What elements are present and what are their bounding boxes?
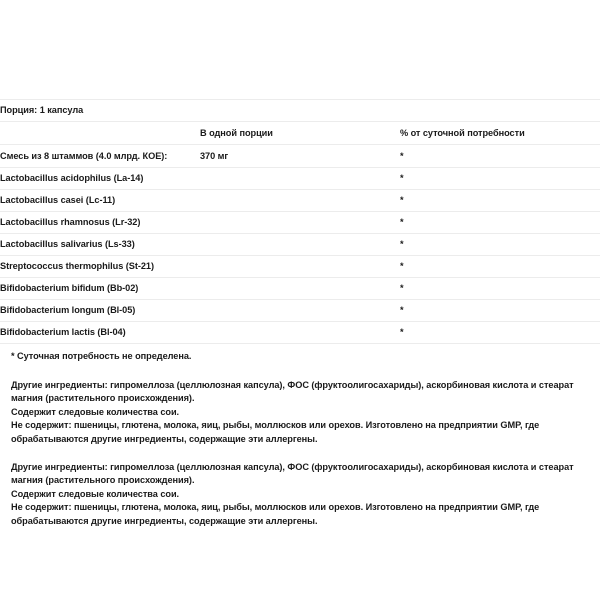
table-row [0, 145, 600, 168]
supplement-facts-body [0, 100, 600, 345]
ingredient-daily-value: * [399, 195, 404, 205]
ingredient-name: Lactobacillus salivarius (Ls-33) [0, 239, 135, 249]
column-header-amount-per-serving: В одной порции [199, 128, 273, 138]
ingredient-daily-value: * [399, 217, 404, 227]
allergen-free-line: Не содержит: пшеницы, глютена, молока, яиц, рыбы, моллюсков или орехов. Изготовлено на предприятии GMP, где обрабатываются другие ингредиенты, содержащие эти аллергены. [11, 502, 540, 526]
table-row [0, 190, 600, 212]
ingredient-daily-value: * [399, 151, 404, 161]
contains-traces-line: Содержит следовые количества сои. [11, 406, 180, 417]
other-ingredients-block-2 [0, 461, 600, 529]
ingredient-name: Lactobacillus rhamnosus (Lr-32) [0, 217, 141, 227]
contains-traces-line: Содержит следовые количества сои. [11, 488, 180, 499]
table-row [0, 234, 600, 256]
ingredient-daily-value: * [399, 327, 404, 337]
ingredient-name: Streptococcus thermophilus (St-21) [0, 261, 154, 271]
column-header-daily-value: % от суточной потребности [399, 128, 525, 138]
ingredient-amount [200, 234, 400, 256]
ingredient-amount [200, 256, 400, 278]
ingredient-name: Смесь из 8 штаммов (4.0 млрд. КОЕ): [0, 151, 168, 161]
ingredient-name: Bifidobacterium longum (Bl-05) [0, 305, 136, 315]
ingredient-daily-value: * [399, 173, 404, 183]
ingredient-daily-value: * [399, 261, 404, 271]
ingredient-daily-value: * [399, 283, 404, 293]
supplement-facts-table [0, 99, 600, 344]
ingredient-amount: 370 мг [199, 151, 229, 161]
ingredient-amount [200, 190, 400, 212]
ingredient-amount [200, 168, 400, 190]
serving-size-row [0, 100, 600, 122]
other-ingredients-line: Другие ингредиенты: гипромеллоза (целлюлозная капсула), ФОС (фруктоолигосахариды), аскорбиновая кислота и стеарат магния (растительного происхождения). [11, 379, 574, 404]
table-row [0, 278, 600, 300]
other-ingredients-block-1 [0, 379, 600, 447]
ingredient-amount [200, 322, 400, 344]
other-ingredients-line: Другие ингредиенты: гипромеллоза (целлюлозная капсула), ФОС (фруктоолигосахариды), аскорбиновая кислота и стеарат магния (растительного происхождения). [11, 461, 574, 486]
column-header-name [0, 122, 200, 145]
table-row [0, 168, 600, 190]
serving-size-label: Порция: 1 капсула [0, 105, 84, 115]
ingredient-name: Lactobacillus casei (Lc-11) [0, 195, 116, 205]
top-spacer [0, 0, 600, 99]
table-header-row [0, 122, 600, 145]
table-row [0, 322, 600, 344]
ingredient-amount [200, 278, 400, 300]
ingredient-amount [200, 300, 400, 322]
table-row [0, 212, 600, 234]
ingredient-amount [200, 212, 400, 234]
ingredient-name: Lactobacillus acidophilus (La-14) [0, 173, 144, 183]
allergen-free-line: Не содержит: пшеницы, глютена, молока, яиц, рыбы, моллюсков или орехов. Изготовлено на предприятии GMP, где обрабатываются другие ингредиенты, содержащие эти аллергены. [11, 420, 540, 444]
daily-value-footnote: * Суточная потребность не определена. [11, 351, 192, 361]
ingredient-daily-value: * [399, 239, 404, 249]
ingredient-daily-value: * [399, 305, 404, 315]
table-row [0, 300, 600, 322]
table-row [0, 256, 600, 278]
ingredient-name: Bifidobacterium lactis (Bl-04) [0, 327, 126, 337]
ingredient-name: Bifidobacterium bifidum (Bb-02) [0, 283, 139, 293]
